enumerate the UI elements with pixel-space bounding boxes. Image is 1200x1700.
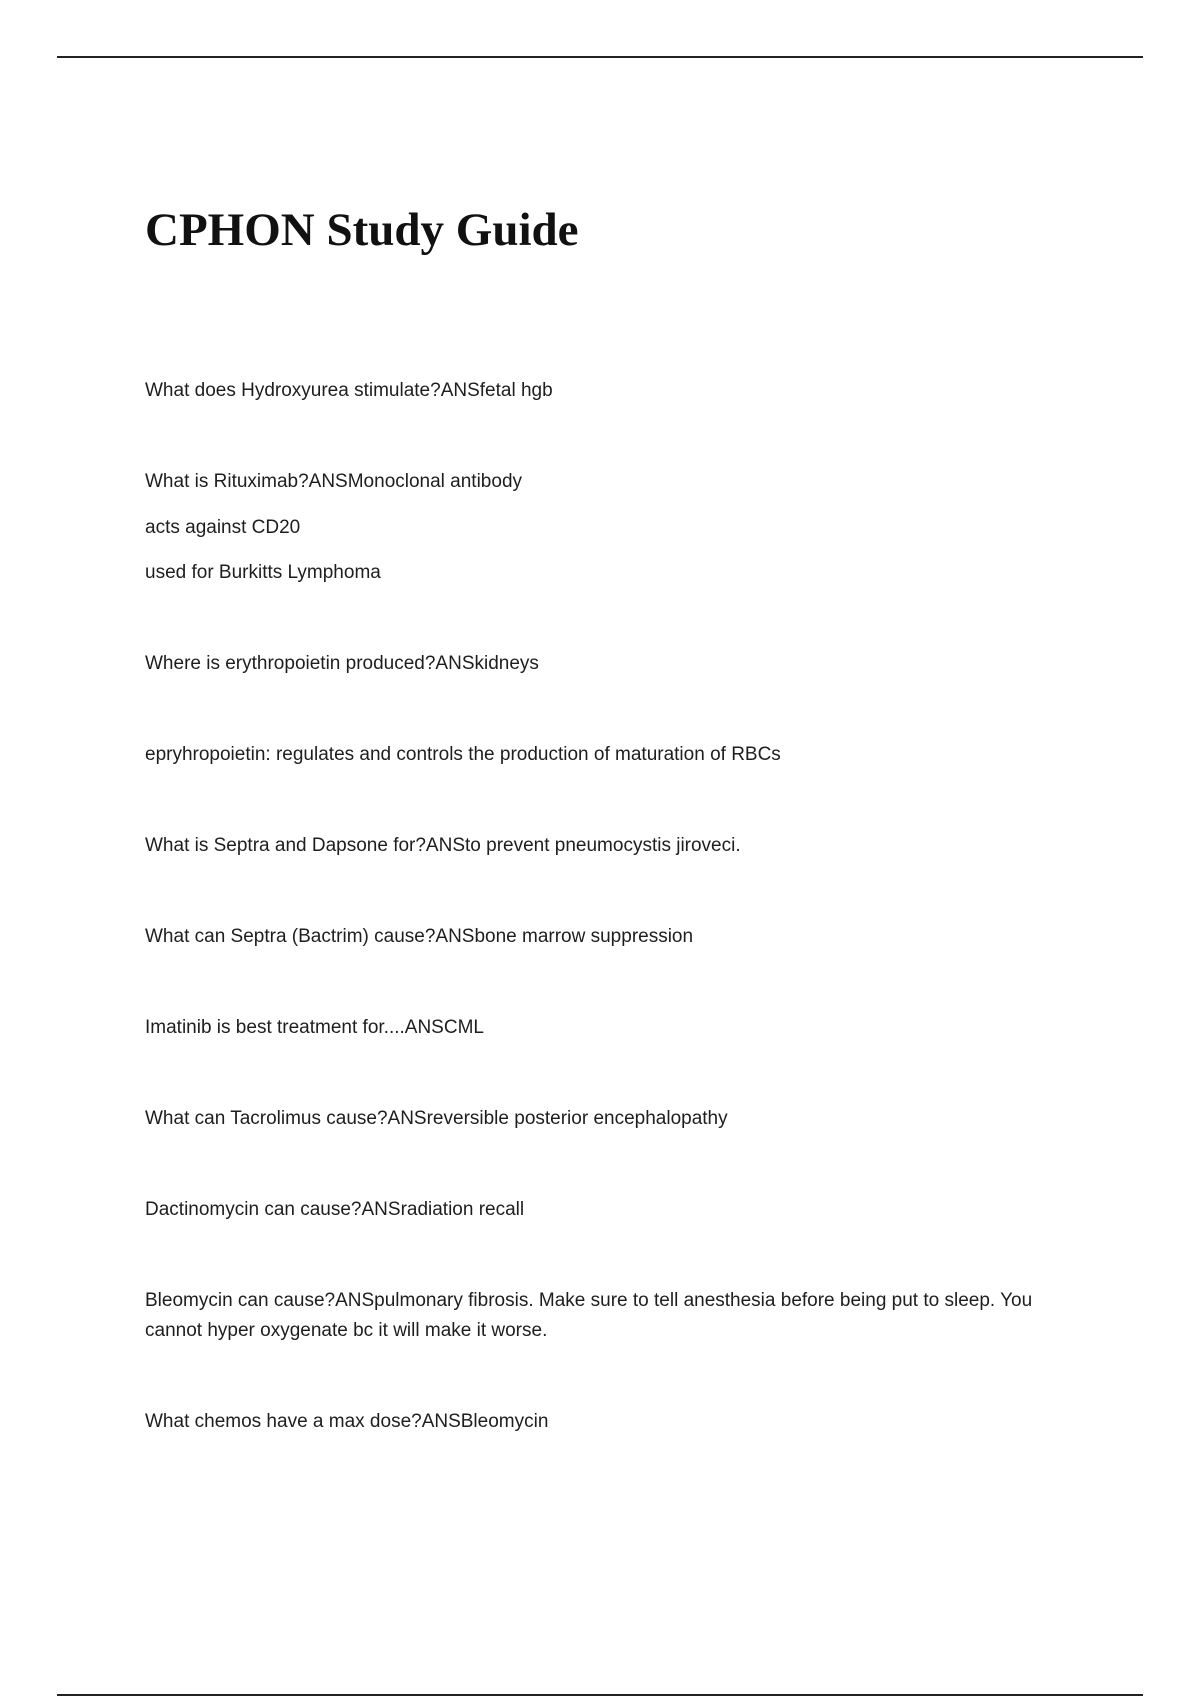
qa-entry-septra-dapsone [145,831,1095,861]
qa-entry-erythropoietin [145,649,1095,679]
qa-line: Imatinib is best treatment for....ANSCML [145,1017,484,1038]
qa-line: What does Hydroxyurea stimulate?ANSfetal hgb [145,380,553,401]
qa-line: cannot hyper oxygenate bc it will make it worse. [145,1320,548,1341]
qa-line: What can Septra (Bactrim) cause?ANSbone marrow suppression [145,926,694,947]
qa-entry-bleomycin [145,1286,1095,1346]
qa-line: What can Tacrolimus cause?ANSreversible posterior encephalopathy [145,1108,728,1129]
qa-line: What chemos have a max dose?ANSBleomycin [145,1411,549,1432]
qa-line: used for Burkitts Lymphoma [145,562,381,583]
bottom-rule [57,1694,1143,1696]
qa-line: epryhropoietin: regulates and controls the production of maturation of RBCs [145,744,781,765]
qa-line: Dactinomycin can cause?ANSradiation recall [145,1199,525,1220]
qa-entry-max-dose [145,1407,1095,1437]
qa-line: What is Septra and Dapsone for?ANSto prevent pneumocystis jiroveci. [145,835,741,856]
qa-entry-septra-bactrim [145,922,1095,952]
qa-entry-rituximab-burkitts [145,558,1095,588]
qa-entry-tacrolimus [145,1104,1095,1134]
qa-line: What is Rituximab?ANSMonoclonal antibody [145,471,523,492]
qa-entry-hydroxyurea [145,376,1095,406]
qa-entry-rituximab [145,467,1095,497]
top-rule [57,56,1143,58]
qa-entry-dactinomycin [145,1195,1095,1225]
qa-entry-imatinib [145,1013,1095,1043]
qa-line: acts against CD20 [145,517,301,538]
qa-line: Where is erythropoietin produced?ANSkidneys [145,653,539,674]
page-title: CPHON Study Guide [145,204,579,256]
qa-line: Bleomycin can cause?ANSpulmonary fibrosis. Make sure to tell anesthesia before being put to sleep. You [145,1290,1033,1311]
qa-entry-epryhropoietin-definition [145,740,1095,770]
qa-entry-rituximab-cd20 [145,513,1095,543]
